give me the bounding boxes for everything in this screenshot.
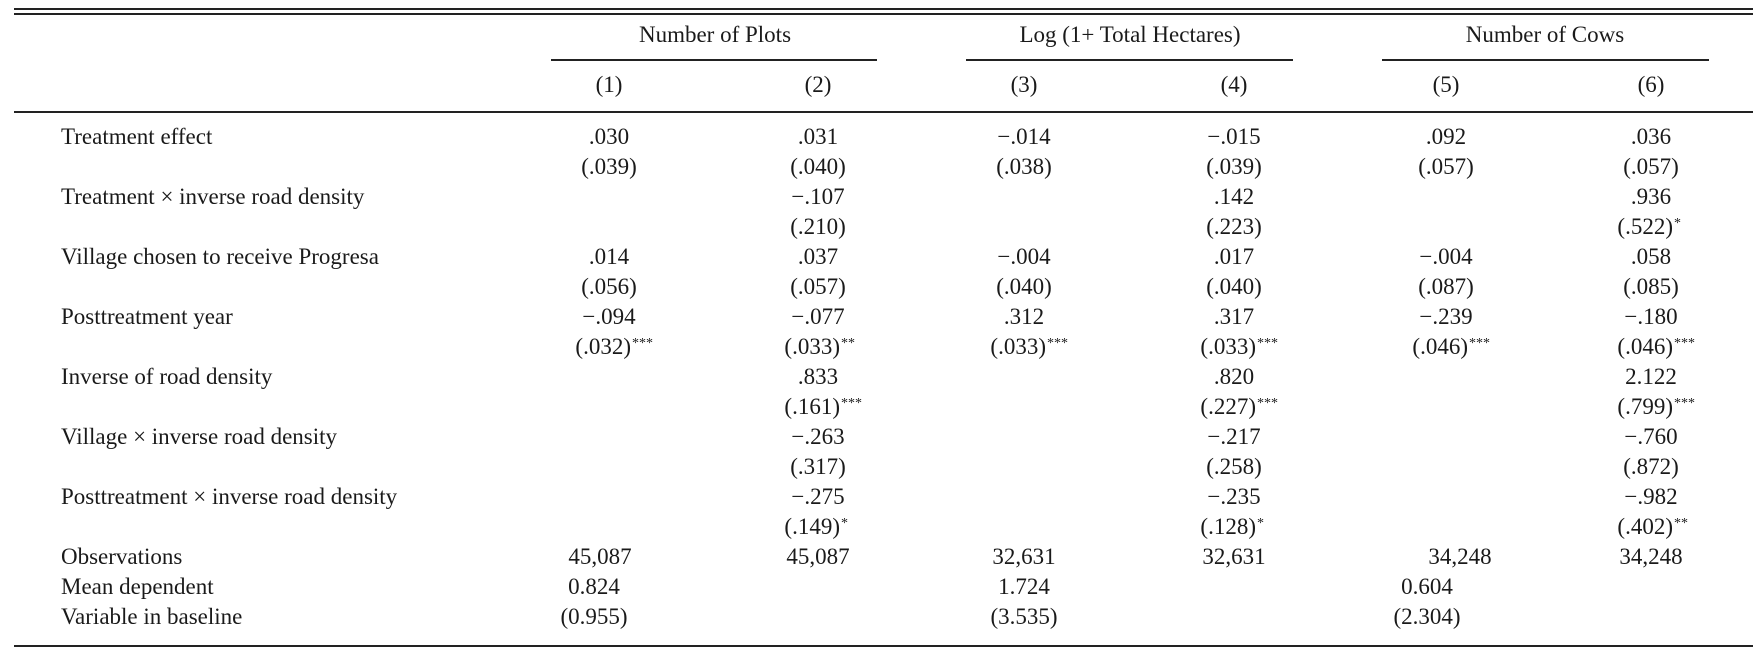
coefficient-cell-text: .142	[1213, 184, 1255, 209]
significance-stars: ***	[631, 336, 653, 351]
std-error-cell-text: (.057)	[790, 274, 846, 299]
footer-cell-text: (0.955)	[560, 604, 628, 629]
std-error-cell-text: (.056)	[581, 274, 637, 299]
coefficient-cell-text: −.982	[1624, 484, 1678, 509]
significance-stars: *	[840, 516, 848, 531]
significance-stars: ***	[1256, 396, 1278, 411]
coefficient-cell-text: −.263	[791, 424, 845, 449]
coefficient-cell-text: −.760	[1624, 424, 1678, 449]
coefficient-cell-text: −.094	[582, 304, 636, 329]
coefficient-cell-text: −.107	[791, 184, 845, 209]
coefficient-cell-text: .036	[1630, 124, 1672, 149]
std-error-cell-text: (.087)	[1418, 274, 1474, 299]
std-error-cell-text: (.038)	[996, 154, 1052, 179]
std-error-cell-text: (.799)	[1617, 394, 1673, 419]
footer-label: Variable in baseline	[61, 604, 243, 629]
footer-cell-text: 32,631	[1202, 544, 1266, 569]
header-rule	[14, 111, 1753, 113]
footer-cell-text: 0.824	[568, 574, 620, 599]
std-error-cell-text: (.033)	[1200, 334, 1256, 359]
significance-stars: ***	[1256, 336, 1278, 351]
row-label: Posttreatment × inverse road density	[61, 484, 398, 509]
coefficient-cell-text: −.217	[1207, 424, 1261, 449]
std-error-cell-text: (.033)	[990, 334, 1046, 359]
coefficient-cell-text: −.004	[1419, 244, 1473, 269]
std-error-cell-text: (.402)	[1617, 514, 1673, 539]
footer-cell-text: 1.724	[998, 574, 1050, 599]
top-rule	[14, 8, 1753, 10]
coefficient-cell-text: −.235	[1207, 484, 1261, 509]
std-error-cell-text: (.149)	[784, 514, 840, 539]
coefficient-cell-text: −.014	[997, 124, 1051, 149]
footer-cell-text: 45,087	[568, 544, 632, 569]
significance-stars: **	[1673, 516, 1688, 531]
coefficient-cell-text: .058	[1630, 244, 1672, 269]
coefficient-cell-text: .936	[1630, 184, 1672, 209]
significance-stars: ***	[1673, 336, 1695, 351]
coefficient-cell-text: .833	[797, 364, 839, 389]
bottom-rule	[14, 645, 1753, 647]
footer-cell-text: 32,631	[992, 544, 1056, 569]
coefficient-cell-text: .317	[1213, 304, 1255, 329]
row-label: Posttreatment year	[61, 304, 233, 329]
footer-cell-text: 0.604	[1401, 574, 1453, 599]
std-error-cell-text: (.223)	[1206, 214, 1262, 239]
coefficient-cell-text: .014	[588, 244, 630, 269]
coefficient-cell-text: −.180	[1624, 304, 1678, 329]
coefficient-cell-text: −.239	[1419, 304, 1473, 329]
row-label: Inverse of road density	[61, 364, 273, 389]
column-header-text: (5)	[1432, 72, 1460, 97]
std-error-cell-text: (.057)	[1623, 154, 1679, 179]
coefficient-cell-text: .312	[1003, 304, 1045, 329]
coefficient-cell-text: .017	[1213, 244, 1255, 269]
footer-cell-text: 34,248	[1619, 544, 1683, 569]
footer-label: Mean dependent	[61, 574, 214, 599]
significance-stars: ***	[1673, 396, 1695, 411]
row-label: Village chosen to receive Progresa	[61, 244, 379, 269]
std-error-cell-text: (.039)	[581, 154, 637, 179]
column-header-text: (4)	[1220, 72, 1248, 97]
significance-stars: *	[1256, 516, 1264, 531]
row-label: Treatment × inverse road density	[61, 184, 365, 209]
coefficient-cell-text: −.004	[997, 244, 1051, 269]
group-underline	[551, 59, 877, 61]
footer-cell-text: 45,087	[786, 544, 850, 569]
footer-cell-text: (3.535)	[990, 604, 1058, 629]
std-error-cell-text: (.258)	[1206, 454, 1262, 479]
std-error-cell-text: (.040)	[1206, 274, 1262, 299]
std-error-cell-text: (.033)	[784, 334, 840, 359]
std-error-cell-text: (.128)	[1200, 514, 1256, 539]
column-header-text: (2)	[804, 72, 832, 97]
coefficient-cell-text: 2.122	[1625, 364, 1677, 389]
group-underline	[966, 59, 1293, 61]
coefficient-cell-text: .037	[797, 244, 839, 269]
std-error-cell-text: (.046)	[1412, 334, 1468, 359]
footer-cell-text: 34,248	[1428, 544, 1492, 569]
row-label: Treatment effect	[61, 124, 213, 149]
significance-stars: **	[840, 336, 855, 351]
std-error-cell-text: (.046)	[1617, 334, 1673, 359]
group-underline	[1382, 59, 1709, 61]
group-header-label: Number of Cows	[1465, 22, 1625, 47]
footer-label: Observations	[61, 544, 183, 569]
significance-stars: ***	[840, 396, 862, 411]
coefficient-cell-text: −.077	[791, 304, 845, 329]
coefficient-cell-text: .031	[797, 124, 839, 149]
significance-stars: *	[1673, 216, 1681, 231]
column-header-text: (3)	[1010, 72, 1038, 97]
footer-cell-text: (2.304)	[1393, 604, 1461, 629]
std-error-cell-text: (.317)	[790, 454, 846, 479]
column-header-text: (6)	[1637, 72, 1665, 97]
group-header-label: Number of Plots	[638, 22, 792, 47]
std-error-cell-text: (.210)	[790, 214, 846, 239]
std-error-cell-text: (.227)	[1200, 394, 1256, 419]
std-error-cell-text: (.032)	[575, 334, 631, 359]
coefficient-cell-text: .030	[588, 124, 630, 149]
std-error-cell-text: (.040)	[996, 274, 1052, 299]
group-header-label: Log (1+ Total Hectares)	[1019, 22, 1241, 47]
top-rule-inner	[14, 13, 1753, 15]
std-error-cell-text: (.161)	[784, 394, 840, 419]
significance-stars: ***	[1468, 336, 1490, 351]
coefficient-cell-text: −.275	[791, 484, 845, 509]
std-error-cell-text: (.522)	[1617, 214, 1673, 239]
coefficient-cell-text: −.015	[1207, 124, 1261, 149]
std-error-cell-text: (.057)	[1418, 154, 1474, 179]
coefficient-cell-text: .820	[1213, 364, 1255, 389]
std-error-cell-text: (.085)	[1623, 274, 1679, 299]
std-error-cell-text: (.040)	[790, 154, 846, 179]
std-error-cell-text: (.872)	[1623, 454, 1679, 479]
std-error-cell-text: (.039)	[1206, 154, 1262, 179]
row-label: Village × inverse road density	[61, 424, 338, 449]
column-header-text: (1)	[595, 72, 623, 97]
significance-stars: ***	[1046, 336, 1068, 351]
coefficient-cell-text: .092	[1425, 124, 1467, 149]
